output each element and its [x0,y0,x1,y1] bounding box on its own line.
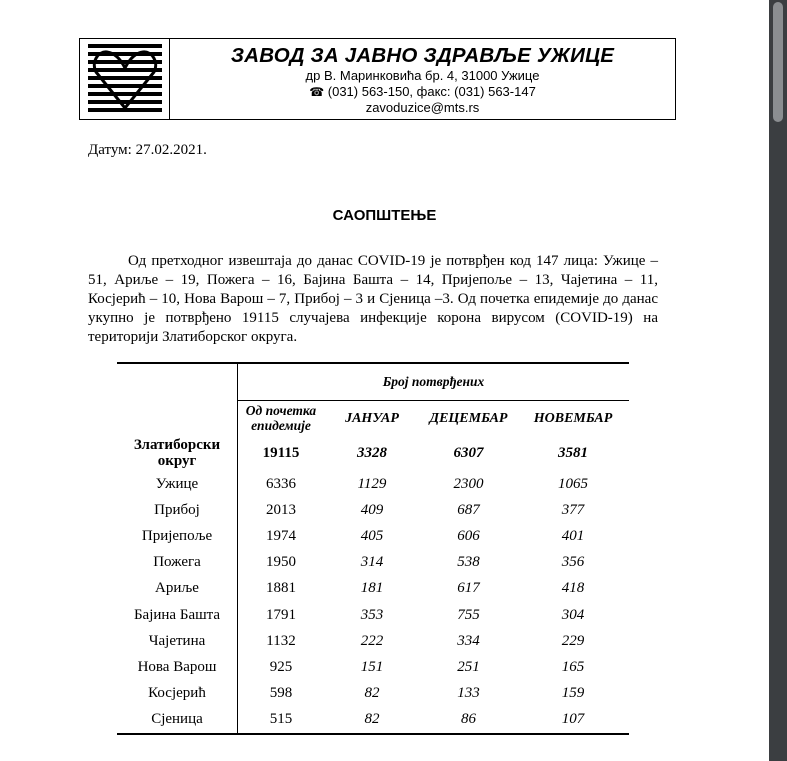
table-cell: 3581 [558,445,588,461]
phone-fax: (031) 563-150, факс: (031) 563-147 [327,83,536,99]
table-corner [117,363,238,435]
table-cell: 229 [561,632,585,649]
municipality-name: Пријепоље [117,523,238,549]
table-cell: 405 [360,527,384,544]
table-cell: 334 [457,632,480,649]
table-cell: 687 [457,501,480,518]
table-cell: 418 [561,580,585,597]
table-cell: 617 [457,580,480,597]
table-cell: 6336 [266,475,296,492]
table-cell: 538 [457,554,480,571]
letterhead [79,38,676,120]
table-row [117,471,629,497]
column-header: НОВЕМБАР [533,410,613,426]
table-cell: 314 [360,554,384,571]
district-name: Златиборски округ [117,435,238,471]
table-cell: 222 [360,632,384,649]
table-cell: 1791 [266,606,296,623]
table-cell: 1950 [266,554,296,571]
cases-table [117,362,629,735]
column-header: ЈАНУАР [345,410,399,426]
table-row [117,707,629,734]
table-row [117,523,629,549]
table-cell: 377 [561,501,585,518]
table-cell: 2013 [266,501,296,518]
table-cell: 86 [420,707,517,734]
table-cell: 755 [457,606,480,623]
column-header: ДЕЦЕМБАР [429,410,508,426]
municipality-name: Ужице [117,471,238,497]
table-cell: 165 [561,658,585,675]
table-cell: 6307 [453,445,484,461]
table-cell: 356 [561,554,585,571]
table-cell: 515 [238,707,325,734]
table-cell: 1974 [266,527,296,544]
phone-fax-line [170,84,675,101]
table-row [117,654,629,680]
municipality-name: Ариље [117,576,238,602]
table-cell: 1132 [266,632,296,649]
municipality-name: Нова Варош [117,654,238,680]
table-cell: 2300 [453,475,484,492]
table-cell: 1129 [357,475,387,492]
institute-logo [88,42,162,116]
table-row [117,602,629,628]
table-cell: 606 [457,527,480,544]
letterhead-text [170,39,675,119]
table-cell: 133 [457,685,480,702]
document-title: САОПШТЕЊЕ [332,207,437,224]
table-cell: 304 [561,606,585,623]
table-cell: 409 [360,501,384,518]
announcement-paragraph: Од претходног извештаја до данас COVID-19 је потврђен код 147 лица: Ужице – 51, Ариље – 19, Пожега – 16, Бајина Башта – 14, Пријепоље – 13, Чајетина – 11, Косјерић – 10, Нова Варош – 7, Прибој – 3 и Сјеница –3. Од почетка епидемије до данас укупно је потврђено 19115 случајева инфекције корона вирусом (COVID-19) на територији Златиборског округа. [88,253,658,345]
table-row [117,628,629,654]
table-cell: 159 [561,685,585,702]
table-cell: 251 [457,658,480,675]
municipality-name: Пожега [117,550,238,576]
organization-name: ЗАВОД ЗА ЈАВНО ЗДРАВЉЕ УЖИЦЕ [230,44,615,67]
table-cell: 19115 [262,445,300,461]
group-header: Број потврђених [238,363,630,401]
municipality-name: Сјеница [117,707,238,734]
logo-cell [80,39,170,119]
municipality-name: Косјерић [117,681,238,707]
municipality-name: Прибој [117,497,238,523]
table-row [117,550,629,576]
table-row [117,681,629,707]
address: др В. Маринковића бр. 4, 31000 Ужице [305,68,540,83]
scrollbar-thumb[interactable] [773,2,783,122]
table-cell: 107 [517,707,629,734]
table-cell: 82 [364,685,380,702]
municipality-name: Чајетина [117,628,238,654]
table-row [117,576,629,602]
table-cell: 598 [269,685,293,702]
table-cell: 82 [324,707,420,734]
table-cell: 925 [269,658,293,675]
column-header: Од почетка епидемије [245,403,317,433]
table-cell: 181 [360,580,384,597]
table-cell: 1881 [266,580,296,597]
table-row-total [117,435,629,471]
telephone-icon: ☎ [309,84,325,99]
document-date: Датум: 27.02.2021. [88,142,207,158]
table-cell: 3328 [357,445,387,461]
table-cell: 1065 [558,475,588,492]
email: zavoduzice@mts.rs [365,100,480,115]
table-cell: 151 [360,658,384,675]
table-cell: 353 [360,606,384,623]
municipality-name: Бајина Башта [117,602,238,628]
table-cell: 401 [561,527,585,544]
table-row [117,497,629,523]
vertical-scrollbar[interactable] [769,0,787,761]
